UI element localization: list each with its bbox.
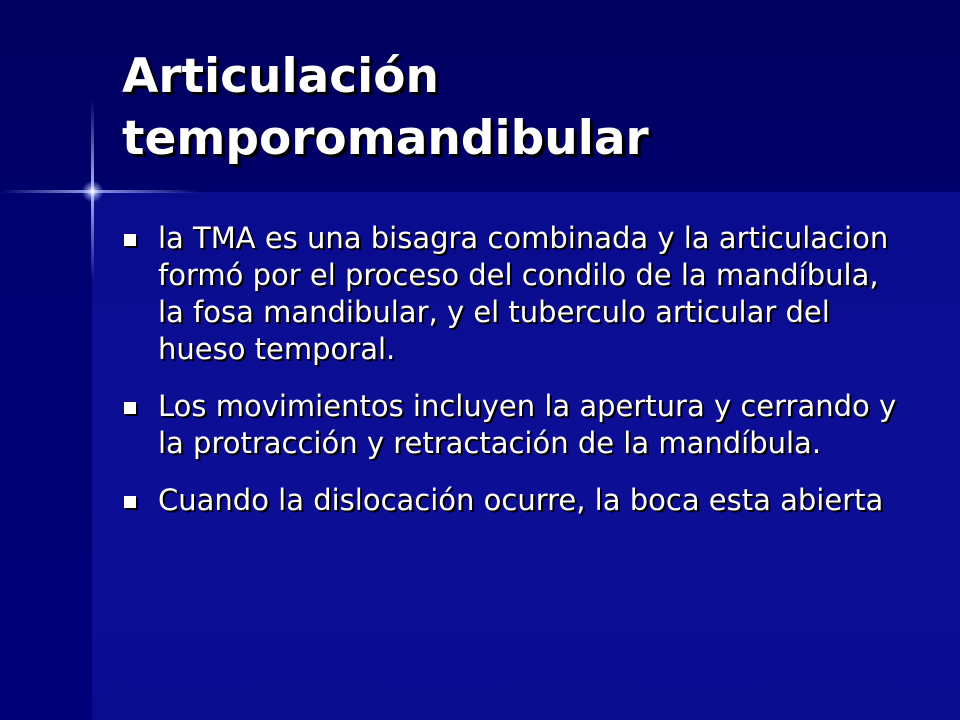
sparkle-icon (82, 181, 103, 202)
slide-title-line-1: Articulación (122, 49, 439, 104)
bullet-item (122, 482, 912, 519)
bullet-text: Cuando la dislocación ocurre, la boca esta abierta (158, 483, 884, 517)
square-bullet-icon (124, 234, 136, 246)
square-bullet-icon (124, 402, 136, 414)
bullet-list (122, 220, 912, 539)
bullet-item (122, 388, 912, 462)
bullet-text: la TMA es una bisagra combinada y la articulacion formó por el proceso del condilo de la mandíbula, la fosa mandibular, y el tuberculo articular del hueso temporal. (158, 221, 889, 366)
square-bullet-icon (124, 496, 136, 508)
slide-title-line-2: temporomandibular (122, 111, 649, 166)
bullet-text: Los movimientos incluyen la apertura y cerrando y la protracción y retractación de la mandíbula. (158, 389, 897, 460)
bullet-item (122, 220, 912, 368)
slide-title (122, 46, 922, 170)
left-margin-band (0, 192, 92, 720)
